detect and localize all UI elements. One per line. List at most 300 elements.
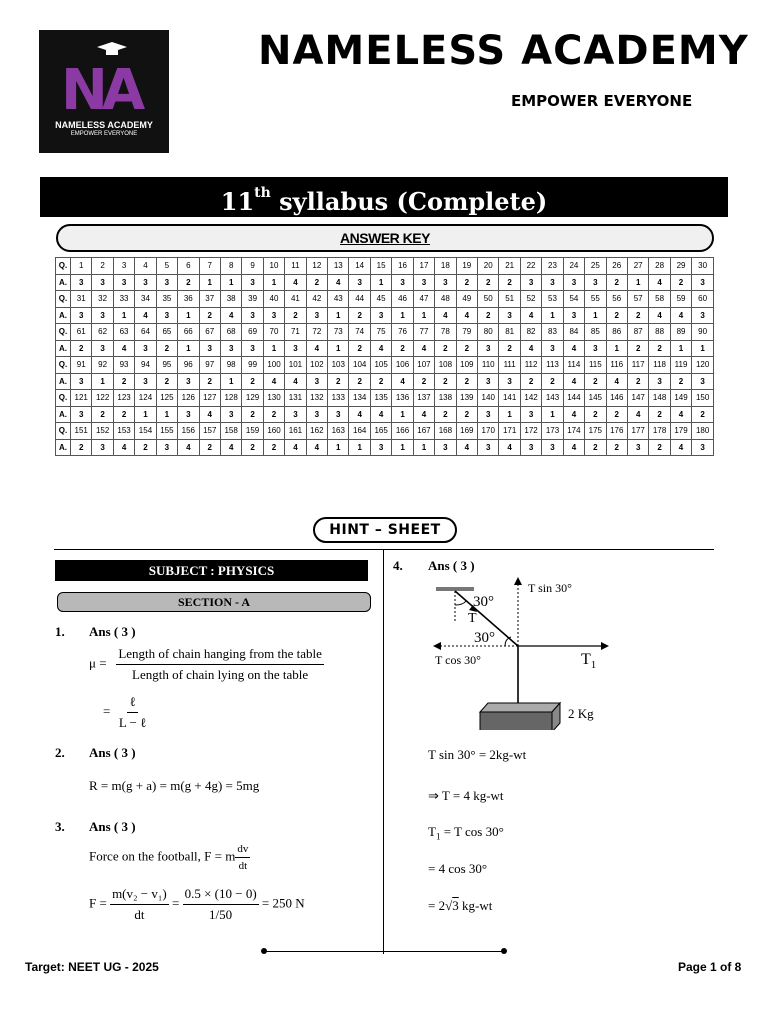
question-number-cell: 131 <box>285 390 306 407</box>
answer-cell: 3 <box>478 439 499 456</box>
fig-tcos: T cos 30° <box>435 653 481 667</box>
answer-cell: 1 <box>585 307 606 324</box>
question-number-cell: 173 <box>542 423 563 440</box>
answer-cell: 4 <box>113 439 134 456</box>
answer-cell: 2 <box>456 340 477 357</box>
question-number-cell: 58 <box>649 291 670 308</box>
question-number-cell: 23 <box>542 258 563 275</box>
question-number-cell: 25 <box>585 258 606 275</box>
answer-cell: 4 <box>456 307 477 324</box>
q3-f-label: F = <box>89 895 107 911</box>
q4-line5 <box>428 898 492 914</box>
question-number-cell: 13 <box>328 258 349 275</box>
question-number-cell: 174 <box>563 423 584 440</box>
q1-eq2-prefix: = <box>103 703 111 719</box>
fig-t: T <box>468 611 477 626</box>
question-number-cell: 126 <box>178 390 199 407</box>
question-number-cell: 139 <box>456 390 477 407</box>
syllabus-banner <box>40 177 728 217</box>
question-number-cell: 177 <box>627 423 648 440</box>
answer-cell: 3 <box>135 340 156 357</box>
question-number-cell: 18 <box>435 258 456 275</box>
answer-cell: 4 <box>220 439 241 456</box>
answer-row <box>56 307 714 324</box>
q3-dv: dv <box>235 843 250 858</box>
answer-cell: 2 <box>242 439 263 456</box>
answer-cell: 1 <box>606 340 627 357</box>
answer-key-table <box>55 257 714 456</box>
answer-cell: 3 <box>435 439 456 456</box>
answer-cell: 2 <box>113 406 134 423</box>
answer-cell: 1 <box>328 439 349 456</box>
answer-cell: 2 <box>392 340 413 357</box>
academy-logo <box>39 30 169 153</box>
question-number-cell: 33 <box>113 291 134 308</box>
question-number-cell: 176 <box>606 423 627 440</box>
question-number-cell: 74 <box>349 324 370 341</box>
question-number-cell: 59 <box>670 291 691 308</box>
answer-cell: 2 <box>242 406 263 423</box>
answer-cell: 3 <box>692 307 714 324</box>
answer-cell: 2 <box>370 373 391 390</box>
question-number-cell: 16 <box>392 258 413 275</box>
answer-cell: 3 <box>370 307 391 324</box>
question-number-cell: 129 <box>242 390 263 407</box>
question-row-label: Q. <box>56 357 71 374</box>
question-number-cell: 31 <box>71 291 92 308</box>
hint-sheet-title: HINT – SHEET <box>313 517 457 543</box>
answer-cell: 1 <box>92 373 113 390</box>
question-number-cell: 90 <box>692 324 714 341</box>
q3-eq: = <box>171 895 180 911</box>
question-number-cell: 114 <box>563 357 584 374</box>
q4-line3 <box>428 824 504 842</box>
answer-cell: 3 <box>585 274 606 291</box>
question-number-cell: 111 <box>499 357 520 374</box>
answer-cell: 3 <box>306 373 327 390</box>
answer-cell: 3 <box>585 340 606 357</box>
question-number-cell: 144 <box>563 390 584 407</box>
question-number-cell: 62 <box>92 324 113 341</box>
answer-cell: 2 <box>606 439 627 456</box>
answer-cell: 3 <box>478 406 499 423</box>
question-number-cell: 32 <box>92 291 113 308</box>
answer-cell: 3 <box>285 406 306 423</box>
answer-cell: 3 <box>92 340 113 357</box>
question-number-cell: 54 <box>563 291 584 308</box>
question-number-cell: 154 <box>135 423 156 440</box>
answer-cell: 3 <box>692 439 714 456</box>
answer-row-label: A. <box>56 307 71 324</box>
answer-cell: 1 <box>328 307 349 324</box>
answer-cell: 2 <box>328 373 349 390</box>
answer-cell: 3 <box>520 439 541 456</box>
answer-cell: 1 <box>199 274 220 291</box>
question-number-cell: 95 <box>156 357 177 374</box>
question-number-cell: 3 <box>113 258 134 275</box>
answer-cell: 1 <box>220 274 241 291</box>
question-number-cell: 158 <box>220 423 241 440</box>
answer-cell: 3 <box>92 307 113 324</box>
answer-row <box>56 274 714 291</box>
question-row-label: Q. <box>56 291 71 308</box>
question-number-cell: 80 <box>478 324 499 341</box>
question-number-cell: 17 <box>413 258 434 275</box>
answer-row <box>56 439 714 456</box>
question-number-cell: 50 <box>478 291 499 308</box>
answer-cell: 4 <box>113 340 134 357</box>
question-number-cell: 96 <box>178 357 199 374</box>
question-number-cell: 110 <box>478 357 499 374</box>
answer-cell: 4 <box>285 439 306 456</box>
question-number-cell: 53 <box>542 291 563 308</box>
answer-cell: 3 <box>71 406 92 423</box>
question-number-cell: 142 <box>520 390 541 407</box>
answer-row <box>56 340 714 357</box>
q4-line3-t: T <box>428 824 436 839</box>
answer-cell: 3 <box>199 340 220 357</box>
answer-cell: 1 <box>499 406 520 423</box>
question-number-cell: 22 <box>520 258 541 275</box>
q4-number: 4. <box>393 558 403 573</box>
answer-cell: 4 <box>563 439 584 456</box>
brand-tagline: EMPOWER EVERYONE <box>511 92 693 110</box>
answer-cell: 3 <box>71 373 92 390</box>
answer-cell: 4 <box>285 373 306 390</box>
answer-cell: 4 <box>627 406 648 423</box>
question-number-cell: 34 <box>135 291 156 308</box>
question-row-label: Q. <box>56 324 71 341</box>
answer-cell: 2 <box>478 307 499 324</box>
question-number-cell: 91 <box>71 357 92 374</box>
question-number-cell: 38 <box>220 291 241 308</box>
answer-cell: 1 <box>178 340 199 357</box>
question-number-cell: 49 <box>456 291 477 308</box>
question-number-cell: 81 <box>499 324 520 341</box>
answer-cell: 1 <box>263 340 284 357</box>
question-number-cell: 71 <box>285 324 306 341</box>
question-row-label: Q. <box>56 258 71 275</box>
answer-cell: 4 <box>413 406 434 423</box>
answer-cell: 3 <box>92 439 113 456</box>
question-number-cell: 164 <box>349 423 370 440</box>
answer-cell: 1 <box>113 307 134 324</box>
fig-tsin: T sin 30° <box>528 581 572 595</box>
q3-line1-text: Force on the football, F = m <box>89 848 236 864</box>
answer-cell: 2 <box>649 340 670 357</box>
answer-cell: 1 <box>263 274 284 291</box>
question-number-cell: 156 <box>178 423 199 440</box>
answer-cell: 4 <box>499 439 520 456</box>
answer-cell: 2 <box>199 439 220 456</box>
question-number-cell: 120 <box>692 357 714 374</box>
question-number-cell: 21 <box>499 258 520 275</box>
question-number-cell: 10 <box>263 258 284 275</box>
question-number-cell: 64 <box>135 324 156 341</box>
question-number-cell: 175 <box>585 423 606 440</box>
answer-cell: 2 <box>92 406 113 423</box>
q4-line4: = 4 cos 30° <box>428 861 488 876</box>
answer-cell: 3 <box>349 274 370 291</box>
answer-cell: 4 <box>135 307 156 324</box>
question-number-cell: 152 <box>92 423 113 440</box>
question-number-cell: 105 <box>370 357 391 374</box>
answer-cell: 1 <box>392 439 413 456</box>
q1-answer: Ans ( 3 ) <box>89 624 136 639</box>
answer-cell: 4 <box>606 373 627 390</box>
question-number-cell: 87 <box>627 324 648 341</box>
question-number-cell: 132 <box>306 390 327 407</box>
q3-line2 <box>89 886 305 923</box>
answer-cell: 3 <box>649 373 670 390</box>
answer-cell: 2 <box>349 307 370 324</box>
question-number-cell: 5 <box>156 258 177 275</box>
question-number-cell: 148 <box>649 390 670 407</box>
answer-cell: 2 <box>499 274 520 291</box>
footer-dot-right <box>501 948 507 954</box>
question-number-cell: 102 <box>306 357 327 374</box>
answer-cell: 4 <box>670 307 691 324</box>
question-row <box>56 258 714 275</box>
question-number-cell: 1 <box>71 258 92 275</box>
question-number-cell: 46 <box>392 291 413 308</box>
answer-row <box>56 373 714 390</box>
question-number-cell: 14 <box>349 258 370 275</box>
question-number-cell: 79 <box>456 324 477 341</box>
answer-cell: 3 <box>242 274 263 291</box>
question-number-cell: 130 <box>263 390 284 407</box>
answer-cell: 2 <box>456 373 477 390</box>
question-number-cell: 42 <box>306 291 327 308</box>
answer-row-label: A. <box>56 340 71 357</box>
fig-angle-2: 30° <box>474 630 495 646</box>
question-number-cell: 61 <box>71 324 92 341</box>
question-number-cell: 160 <box>263 423 284 440</box>
q4-line3-sub: 1 <box>435 831 441 842</box>
question-number-cell: 36 <box>178 291 199 308</box>
divider-horizontal <box>54 549 714 550</box>
answer-cell: 4 <box>199 406 220 423</box>
question-number-cell: 86 <box>606 324 627 341</box>
section-banner: SECTION - A <box>57 592 371 612</box>
question-number-cell: 93 <box>113 357 134 374</box>
q4-line1: T sin 30° = 2kg-wt <box>428 747 527 762</box>
answer-cell: 3 <box>220 340 241 357</box>
answer-cell: 2 <box>627 373 648 390</box>
question-number-cell: 122 <box>92 390 113 407</box>
answer-cell: 3 <box>306 406 327 423</box>
answer-cell: 1 <box>156 406 177 423</box>
q4-line5-pre: = 2 <box>428 898 446 913</box>
answer-cell: 3 <box>627 439 648 456</box>
question-number-cell: 4 <box>135 258 156 275</box>
question-row <box>56 291 714 308</box>
question-number-cell: 140 <box>478 390 499 407</box>
question-number-cell: 8 <box>220 258 241 275</box>
question-number-cell: 85 <box>585 324 606 341</box>
answer-cell: 3 <box>178 406 199 423</box>
question-number-cell: 45 <box>370 291 391 308</box>
question-number-cell: 147 <box>627 390 648 407</box>
answer-cell: 4 <box>328 274 349 291</box>
question-number-cell: 57 <box>627 291 648 308</box>
question-number-cell: 92 <box>92 357 113 374</box>
question-number-cell: 7 <box>199 258 220 275</box>
answer-cell: 2 <box>692 406 714 423</box>
answer-cell: 1 <box>135 406 156 423</box>
answer-cell: 2 <box>178 274 199 291</box>
question-number-cell: 24 <box>563 258 584 275</box>
q2-answer: Ans ( 3 ) <box>89 745 136 760</box>
answer-cell: 3 <box>478 373 499 390</box>
footer-dot-left <box>261 948 267 954</box>
answer-cell: 3 <box>135 274 156 291</box>
q3-f-num: m(v₂ − v₁) <box>110 886 169 905</box>
question-number-cell: 55 <box>585 291 606 308</box>
answer-cell: 2 <box>606 406 627 423</box>
answer-cell: 3 <box>156 439 177 456</box>
answer-cell: 2 <box>263 406 284 423</box>
answer-cell: 4 <box>435 307 456 324</box>
answer-cell: 3 <box>542 274 563 291</box>
question-number-cell: 9 <box>242 258 263 275</box>
question-number-cell: 127 <box>199 390 220 407</box>
question-number-cell: 169 <box>456 423 477 440</box>
question-number-cell: 123 <box>113 390 134 407</box>
logo-name: NAMELESS ACADEMY <box>55 120 153 130</box>
answer-row-label: A. <box>56 406 71 423</box>
q1-numerator: Length of chain hanging from the table <box>116 646 324 665</box>
question-row-label: Q. <box>56 390 71 407</box>
answer-cell: 3 <box>306 307 327 324</box>
question-number-cell: 119 <box>670 357 691 374</box>
question-number-cell: 27 <box>627 258 648 275</box>
answer-cell: 4 <box>413 340 434 357</box>
answer-cell: 4 <box>263 373 284 390</box>
answer-cell: 3 <box>242 340 263 357</box>
answer-cell: 1 <box>392 307 413 324</box>
question-number-cell: 2 <box>92 258 113 275</box>
question-number-cell: 97 <box>199 357 220 374</box>
question-number-cell: 83 <box>542 324 563 341</box>
question-number-cell: 20 <box>478 258 499 275</box>
logo-tagline: EMPOWER EVERYONE <box>70 131 138 137</box>
answer-cell: 4 <box>220 307 241 324</box>
question-number-cell: 69 <box>242 324 263 341</box>
question-number-cell: 115 <box>585 357 606 374</box>
question-number-cell: 70 <box>263 324 284 341</box>
question-number-cell: 157 <box>199 423 220 440</box>
answer-cell: 2 <box>606 274 627 291</box>
question-number-cell: 180 <box>692 423 714 440</box>
question-row <box>56 357 714 374</box>
question-number-cell: 137 <box>413 390 434 407</box>
q1-equation-2 <box>103 694 148 731</box>
answer-cell: 2 <box>478 274 499 291</box>
answer-cell: 3 <box>71 307 92 324</box>
answer-cell: 2 <box>585 439 606 456</box>
question-number-cell: 29 <box>670 258 691 275</box>
q3-f2-den: 1/50 <box>209 907 233 922</box>
answer-cell: 4 <box>563 406 584 423</box>
answer-row <box>56 406 714 423</box>
answer-cell: 3 <box>328 406 349 423</box>
answer-cell: 2 <box>456 406 477 423</box>
question-number-cell: 28 <box>649 258 670 275</box>
question-number-cell: 167 <box>413 423 434 440</box>
question-number-cell: 125 <box>156 390 177 407</box>
question-number-cell: 135 <box>370 390 391 407</box>
question-number-cell: 26 <box>606 258 627 275</box>
answer-cell: 4 <box>670 439 691 456</box>
question-number-cell: 63 <box>113 324 134 341</box>
answer-cell: 4 <box>456 439 477 456</box>
question-number-cell: 170 <box>478 423 499 440</box>
question-number-cell: 155 <box>156 423 177 440</box>
question-number-cell: 117 <box>627 357 648 374</box>
answer-key-title: ANSWER KEY <box>56 224 714 252</box>
question-number-cell: 52 <box>520 291 541 308</box>
question-number-cell: 60 <box>692 291 714 308</box>
question-number-cell: 99 <box>242 357 263 374</box>
answer-cell: 2 <box>349 340 370 357</box>
answer-cell: 2 <box>135 439 156 456</box>
question-number-cell: 11 <box>285 258 306 275</box>
answer-cell: 3 <box>220 406 241 423</box>
question-number-cell: 40 <box>263 291 284 308</box>
answer-cell: 3 <box>263 307 284 324</box>
question-number-cell: 73 <box>328 324 349 341</box>
answer-cell: 2 <box>199 307 220 324</box>
q3-f-den: dt <box>134 907 145 922</box>
question-number-cell: 138 <box>435 390 456 407</box>
answer-cell: 1 <box>692 340 714 357</box>
answer-cell: 3 <box>499 373 520 390</box>
answer-cell: 2 <box>435 406 456 423</box>
answer-cell: 3 <box>499 307 520 324</box>
question-number-cell: 162 <box>306 423 327 440</box>
syllabus-sup: th <box>254 185 271 201</box>
answer-cell: 3 <box>113 274 134 291</box>
question-number-cell: 30 <box>692 258 714 275</box>
answer-cell: 2 <box>156 373 177 390</box>
question-number-cell: 128 <box>220 390 241 407</box>
answer-cell: 2 <box>649 439 670 456</box>
answer-cell: 1 <box>178 307 199 324</box>
fig-t1-label: T <box>581 651 591 668</box>
question-number-cell: 75 <box>370 324 391 341</box>
answer-cell: 2 <box>435 340 456 357</box>
question-number-cell: 133 <box>328 390 349 407</box>
answer-cell: 4 <box>285 274 306 291</box>
question-number-cell: 108 <box>435 357 456 374</box>
answer-cell: 3 <box>370 439 391 456</box>
answer-cell: 1 <box>542 307 563 324</box>
answer-cell: 3 <box>413 274 434 291</box>
question-number-cell: 19 <box>456 258 477 275</box>
answer-cell: 3 <box>156 307 177 324</box>
q1-eq2-denominator: L − ℓ <box>118 715 147 730</box>
answer-cell: 4 <box>520 307 541 324</box>
question-row <box>56 423 714 440</box>
question-number-cell: 43 <box>328 291 349 308</box>
question-number-cell: 116 <box>606 357 627 374</box>
answer-cell: 2 <box>649 406 670 423</box>
question-number-cell: 121 <box>71 390 92 407</box>
answer-cell: 3 <box>542 439 563 456</box>
brand-title: NAMELESS ACADEMY <box>258 28 749 74</box>
fig-t1 <box>581 651 596 671</box>
